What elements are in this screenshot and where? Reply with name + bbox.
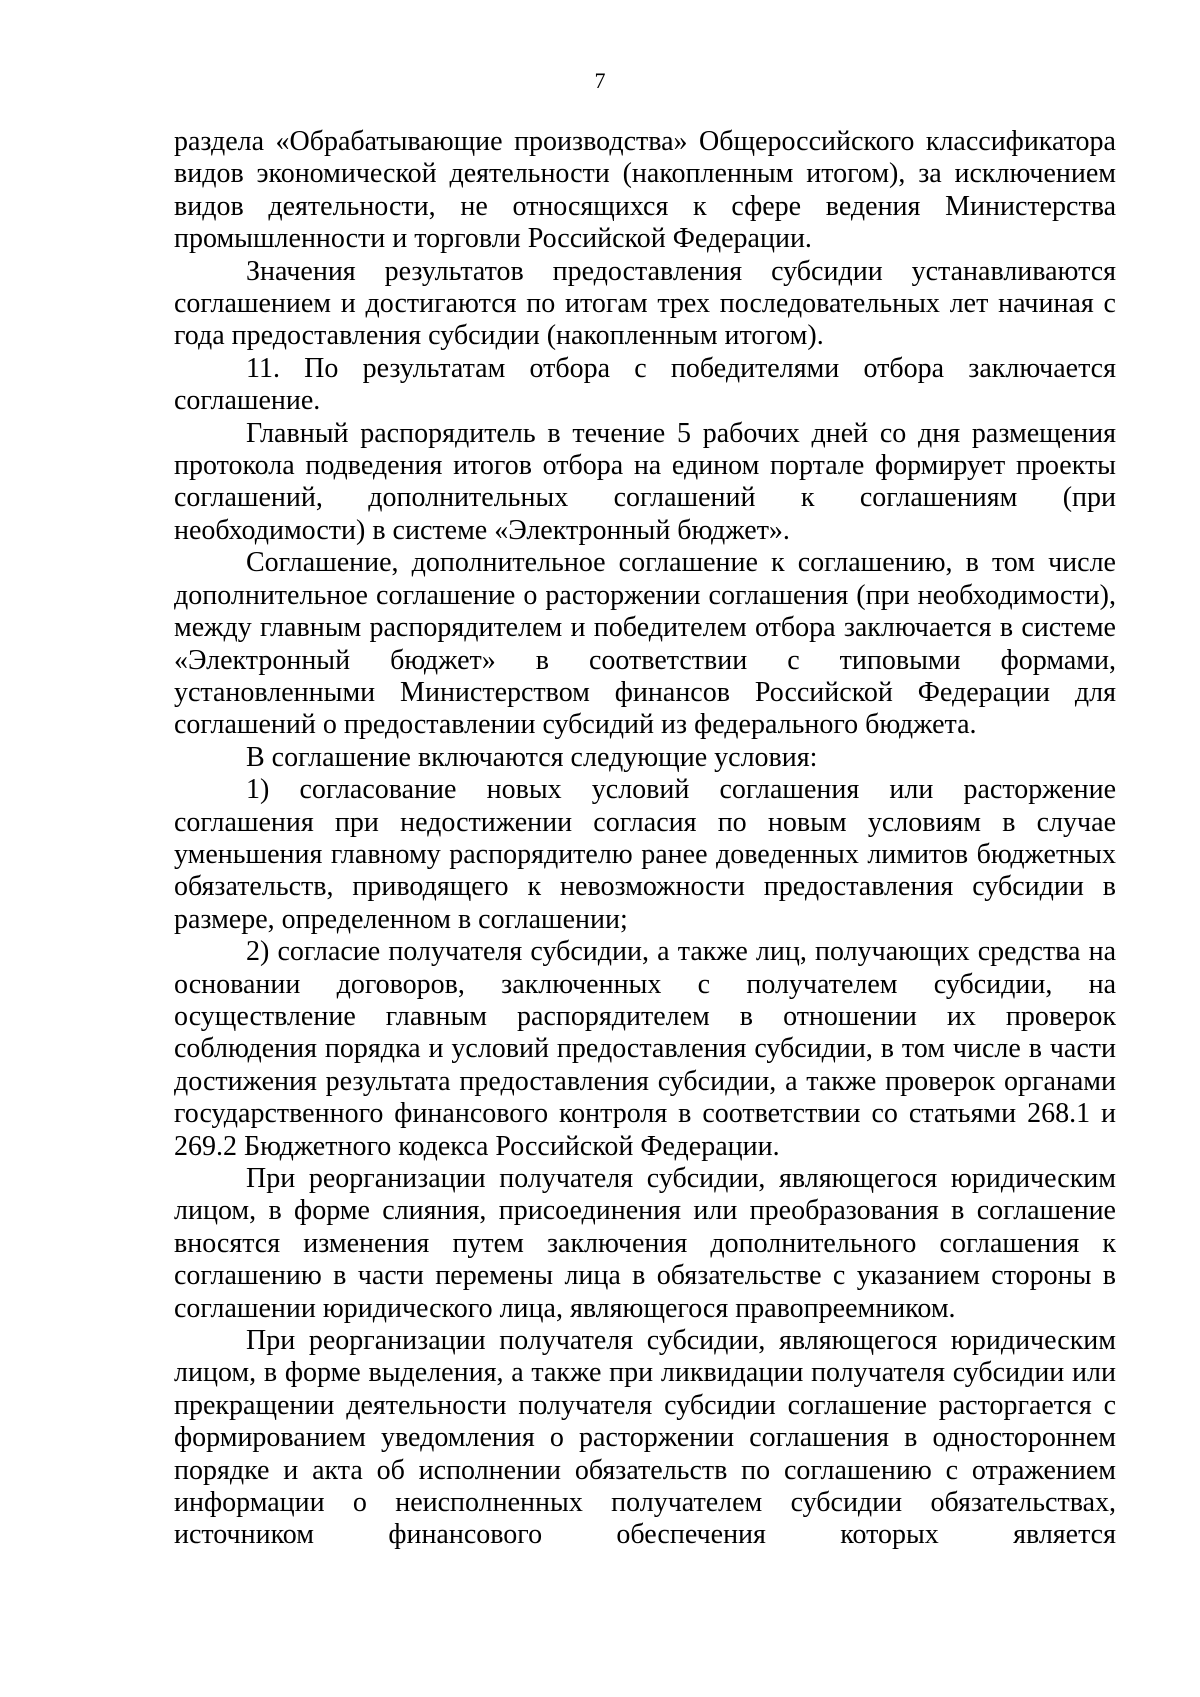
paragraph-continuation: раздела «Обрабатывающие производства» Общероссийского классификатора видов экономической деятельности (накопленным итогом), за исключением видов деятельности, не относящихся к сфере ведения Министерства промышленности и торговли Российской Федерации. [174, 126, 1116, 255]
paragraph-agreement-forms: Соглашение, дополнительное соглашение к соглашению, в том числе дополнительное соглашение о расторжении соглашения (при необходимости), между главным распорядителем и победителем отбора заключается в системе «Электронный бюджет» в соответствии с типовыми формами, установленными Министерством финансов Российской Федерации для соглашений о предоставлении субсидий из федерального бюджета. [174, 547, 1116, 741]
paragraph-condition-1: 1) согласование новых условий соглашения или расторжение соглашения при недостижении согласия по новым условиям в случае уменьшения главному распорядителю ранее доведенных лимитов бюджетных обязательств, приводящего к невозможности предоставления субсидии в размере, определенном в соглашении; [174, 774, 1116, 935]
paragraph-reorganization-separation: При реорганизации получателя субсидии, являющегося юридическим лицом, в форме выделения, а также при ликвидации получателя субсидии или прекращении деятельности получателя субсидии соглашение расторгается с формированием уведомления о расторжении соглашения в одностороннем порядке и акта об исполнении обязательств по соглашению с отражением информации о неисполненных получателем субсидии обязательствах, источником финансового обеспечения которых является [174, 1325, 1116, 1551]
paragraph-conditions-intro: В соглашение включаются следующие условия: [246, 741, 818, 773]
page-number: 7 [594, 68, 606, 93]
paragraph-main-administrator: Главный распорядитель в течение 5 рабочих дней со дня размещения протокола подведения итогов отбора на едином портале формирует проекты соглашений, дополнительных соглашений к соглашениям (при необходимости) в системе «Электронный бюджет». [174, 417, 1116, 546]
paragraph-results-values: Значения результатов предоставления субсидии устанавливаются соглашением и достигаются по итогам трех последовательных лет начиная с года предоставления субсидии (накопленным итогом). [174, 255, 1116, 352]
paragraph-condition-2: 2) согласие получателя субсидии, а также лиц, получающих средства на основании договоров, заключенных с получателем субсидии, на осуществление главным распорядителем в отношении их проверок соблюдения порядка и условий предоставления субсидии, в том числе в части достижения результата предоставления субсидии, а также проверок органами государственного финансового контроля в соответствии со статьями 268.1 и 269.2 Бюджетного кодекса Российской Федерации. [174, 936, 1116, 1162]
paragraph-reorganization-merger: При реорганизации получателя субсидии, являющегося юридическим лицом, в форме слияния, присоединения или преобразования в соглашение вносятся изменения путем заключения дополнительного соглашения к соглашению в части перемены лица в обязательстве с указанием стороны в соглашении юридического лица, являющегося правопреемником. [174, 1163, 1116, 1324]
document-body [174, 126, 1116, 1552]
paragraph-item-11: 11. По результатам отбора с победителями отбора заключается соглашение. [174, 352, 1116, 417]
